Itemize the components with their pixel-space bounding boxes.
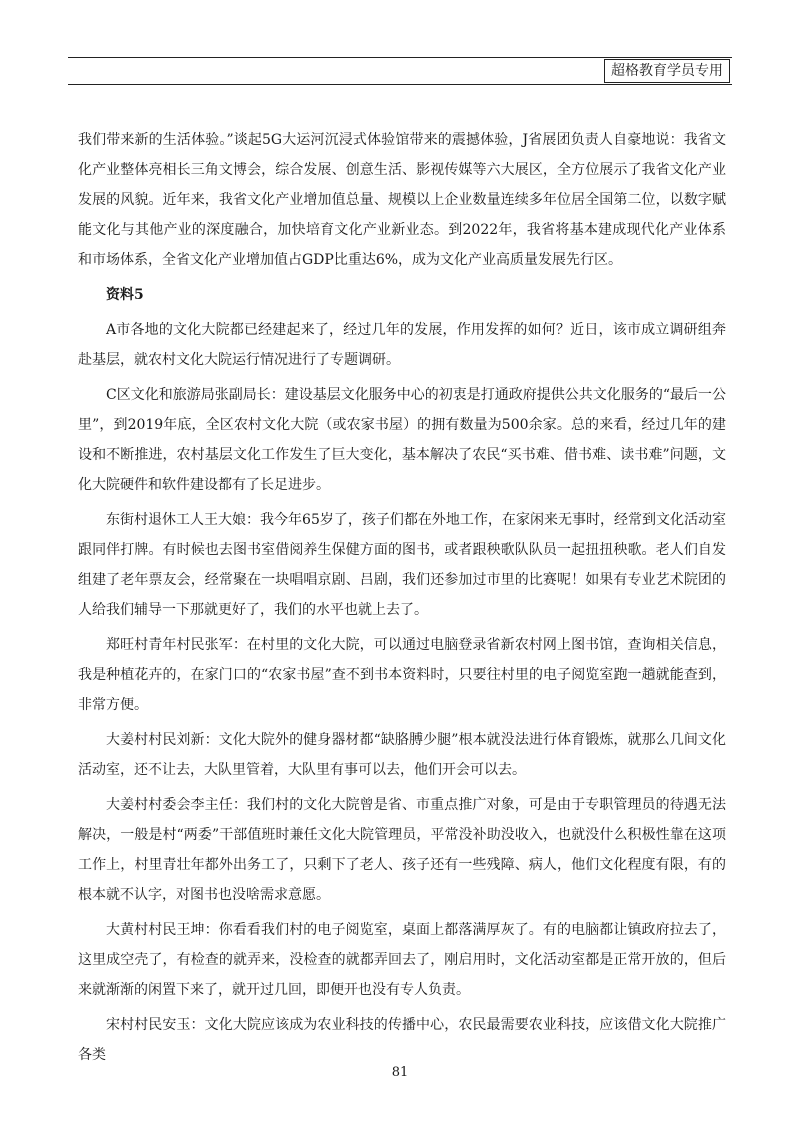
paragraph: 大姜村村民刘新：文化大院外的健身器材都“缺胳膊少腿”根本就没法进行体育锻炼，就那么几间文化活动室，还不让去，大队里管着，大队里有事可以去，他们开会可以去。 [78, 732, 726, 778]
paragraph: 东街村退休工人王大娘：我今年65岁了，孩子们都在外地工作，在家闲来无事时，经常到文化活动室跟同伴打牌。有时候也去图书室借阅养生保健方面的图书，或者跟秧歌队队员一起扭扭秧歌。老人们自发组建了老年票友会，经常聚在一块唱唱京剧、吕剧，我们还参加过市里的比赛呢！如果有专业艺术院团的人给我们辅导一下那就更好了，我们的水平也就上去了。 [78, 512, 726, 618]
paragraph: 郑旺村青年村民张军：在村里的文化大院，可以通过电脑登录省新农村网上图书馆，查询相关信息，我是种植花卉的，在家门口的“农家书屋”查不到书本资料时，只要往村里的电子阅览室跑一趟就能查到，非常方便。 [78, 637, 726, 713]
body-text [78, 125, 726, 1075]
paragraph-continued: 我们带来新的生活体验。”谈起5G大运河沉浸式体验馆带来的震撼体验，J省展团负责人自豪地说：我省文化产业整体亮相长三角文博会，综合发展、创意生活、影视传媒等六大展区，全方位展示了我省文化产业发展的风貌。近年来，我省文化产业增加值总量、规模以上企业数量连续多年位居全国第二位，以数字赋能文化与其他产业的深度融合，加快培育文化产业新业态。到2022年，我省将基本建成现代化产业体系和市场体系，全省文化产业增加值占GDP比重达6%，成为文化产业高质量发展先行区。 [78, 132, 726, 268]
header-stamp: 超格教育学员专用 [604, 59, 730, 83]
header-rule-bottom [68, 84, 732, 85]
section-heading: 资料5 [106, 287, 144, 303]
page-number: 81 [391, 1065, 409, 1080]
header-rule-top [68, 57, 732, 58]
paragraph: 宋村村民安玉：文化大院应该成为农业科技的传播中心，农民最需要农业科技，应该借文化大院推广各类 [78, 1017, 726, 1063]
paragraph: 大姜村村委会李主任：我们村的文化大院曾是省、市重点推广对象，可是由于专职管理员的待遇无法解决，一般是村“两委”干部值班时兼任文化大院管理员，平常没补助没收入，也就没什么积极性靠在这项工作上，村里青壮年都外出务工了，只剩下了老人、孩子还有一些残障、病人，他们文化程度有限，有的根本就不认字，对图书也没啥需求意愿。 [78, 797, 726, 903]
paragraph: 大黄村村民王坤：你看看我们村的电子阅览室，桌面上都落满厚灰了。有的电脑都让镇政府拉去了，这里成空壳了，有检查的就弄来，没检查的就都弄回去了，刚启用时，文化活动室都是正常开放的，但后来就渐渐的闲置下来了，就开过几回，即便开也没有专人负责。 [78, 922, 726, 998]
paragraph: C区文化和旅游局张副局长：建设基层文化服务中心的初衷是打通政府提供公共文化服务的“最后一公里”，到2019年底，全区农村文化大院（或农家书屋）的拥有数量为500余家。总的来看，经过几年的建设和不断推进，农村基层文化工作发生了巨大变化，基本解决了农民“买书难、借书难、读书难”问题，文化大院硬件和软件建设都有了长足进步。 [78, 387, 726, 493]
paragraph: A市各地的文化大院都已经建起来了，经过几年的发展，作用发挥的如何？近日，该市成立调研组奔赴基层，就农村文化大院运行情况进行了专题调研。 [78, 322, 726, 368]
